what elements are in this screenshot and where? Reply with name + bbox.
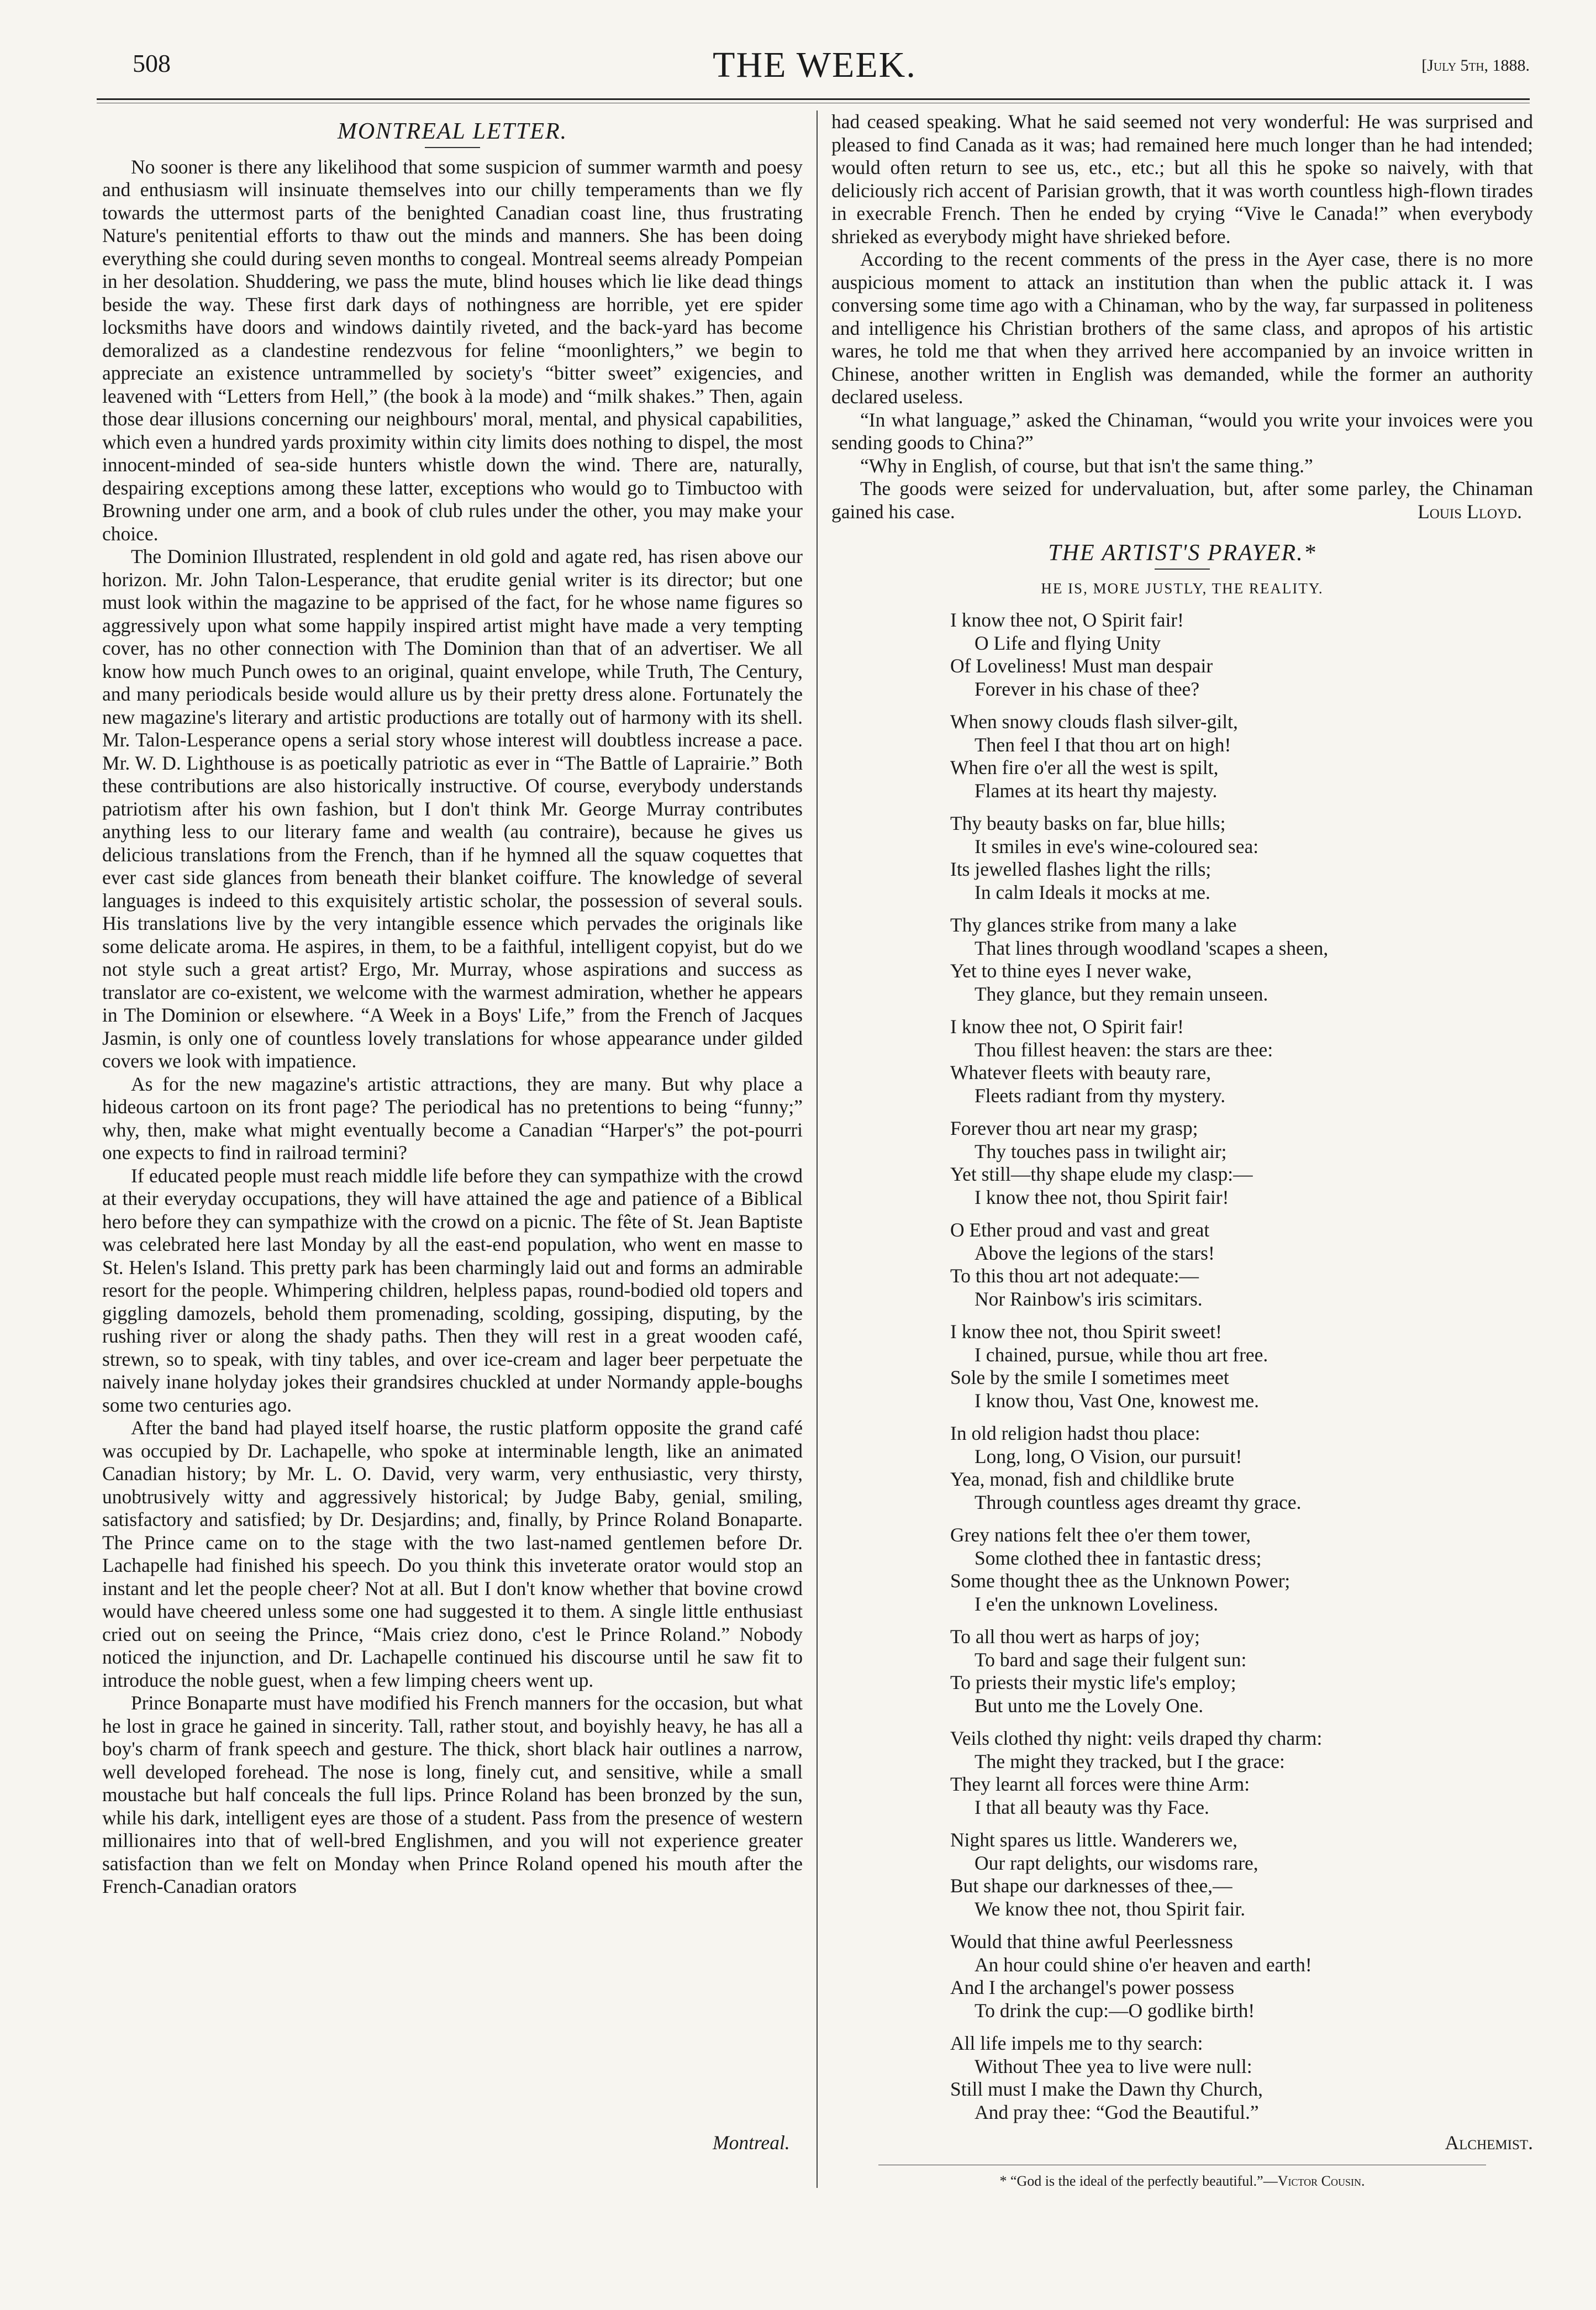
poem-line: Yet still—thy shape elude my clasp:— (950, 1163, 1253, 1185)
poem-line: In calm Ideals it mocks at me. (975, 881, 1210, 903)
article-paragraph: The Dominion Illustrated, resplendent in old gold and agate red, has risen above our horizon. Mr. John Talon-Lesperance, that erudite genial writer is its director; but one must look within the magazine to be apprised of the fact, for he whose name figures so aggressively upon what some happily inspired artist might have made a very tempting cover, has no other connection with The Dominion than that of an advertiser. We all know how much Punch owes to an original, quaint envelope, while Truth, The Century, and many periodicals beside would allure us by their pretty dress alone. Fortunately the new magazine's literary and artistic productions are totally out of harmony with its shell. Mr. Talon-Lesperance opens a serial story whose interest will doubtless increase a pace. Mr. W. D. Lighthouse is as poetically patriotic as ever in “The Battle of Laprairie.” Both these contributions are also historically instructive. Of course, everybody understands patriotism after his own fashion, but I don't think Mr. George Murray contributes anything less to our literary fame and wealth (au contraire), because he gives us delicious translations from the French, than if he hymned all the squaw coquettes that ever cast side glances from beneath their blanket coiffure. The knowledge of several languages is indeed to this exquisitely artistic scholar, the possession of several souls. His translations live by the very intangible essence which pervades the originals like some delicate aroma. He aspires, in them, to be a faithful, intelligent copyist, but do we not style such a great artist? Ergo, Mr. Murray, whose aspirations and success as translator are co-existent, we welcome with the warmest admiration, whether he appears in The Dominion or elsewhere. “A Week in a Boys' Life,” from the French of Jacques Jasmin, is only one of countless lovely translations for whose appearance under gilded covers we look with impatience. (102, 545, 803, 1072)
poem-line: Yet to thine eyes I never wake, (950, 960, 1192, 982)
poem-line: Thou fillest heaven: the stars are thee: (975, 1038, 1273, 1061)
montreal-letter-title: MONTREAL LETTER. (337, 119, 568, 144)
poem-line: O Ether proud and vast and great (950, 1219, 1210, 1241)
column-divider (817, 110, 818, 2188)
poem-line: We know thee not, thou Spirit fair. (975, 1897, 1246, 1920)
poem-line: O Life and flying Unity (975, 632, 1161, 654)
poem-line: Grey nations felt thee o'er them tower, (950, 1524, 1251, 1546)
poem-line: And pray thee: “God the Beautiful.” (975, 2101, 1259, 2123)
poem-line: I e'en the unknown Loveliness. (975, 1592, 1219, 1615)
article-paragraph (831, 477, 1533, 523)
poem-line: Then feel I that thou art on high! (975, 733, 1231, 756)
poem-stanza (950, 2032, 1533, 2124)
poem-line: All life impels me to thy search: (950, 2032, 1203, 2054)
poem-stanza (950, 711, 1533, 802)
left-column (102, 110, 803, 1898)
article-paragraph: No sooner is there any likelihood that some suspicion of summer warmth and poesy and enthusiasm will insinuate themselves into our chilly temperaments than we fly towards the uttermost parts of the benighted Canadian coast line, thus frustrating Nature's penitential efforts to thaw out the minds and manners. She has been doing everything she could during seven months to congeal. Montreal seems already Pompeian in her desolation. Shuddering, we pass the mute, blind houses which lie like dead things beside the way. These first dark days of nothingness are horrible, yet ere spider locksmiths have doors and windows daintily riveted, and the back-yard has become demoralized as a clandestine rendezvous for feline “moonlighters,” we begin to appreciate an existence untrammelled by society's “bitter sweet” exigencies, and leavened with “Letters from Hell,” (the book à la mode) and “milk shakes.” Then, again those dear illusions concerning our neighbours' moral, mental, and physical capabilities, which even a hundred yards proximity within city limits does nothing to dispel, the most innocent-minded of sea-side hunters whistle down the wind. There are, naturally, despairing exceptions among these latter, exceptions who would go to Timbuctoo with Browning under one arm, and a book of club rules under the other, you may make your choice. (102, 155, 803, 545)
right-column (713, 110, 1533, 2193)
poem-stanza (950, 609, 1533, 701)
poem-line: Without Thee yea to live were null: (975, 2055, 1252, 2077)
poem-line: An hour could shine o'er heaven and earth! (975, 1953, 1312, 1976)
poem-line: And I the archangel's power possess (950, 1976, 1235, 1998)
poem-stanza (950, 1320, 1533, 1412)
poem-line: But unto me the Lovely One. (975, 1694, 1204, 1717)
footnote (831, 2170, 1533, 2193)
poem-line: Of Loveliness! Must man despair (950, 655, 1213, 677)
poem-line: Through countless ages dreamt thy grace. (975, 1491, 1302, 1513)
poem-author: Alchemist. (1445, 2132, 1533, 2154)
poem-line: Night spares us little. Wanderers we, (950, 1829, 1237, 1851)
poem-place: Montreal. (713, 2132, 790, 2154)
poem-line: Forever thou art near my grasp; (950, 1117, 1198, 1139)
poem-line: Whatever fleets with beauty rare, (950, 1061, 1212, 1083)
poem-line: Fleets radiant from thy mystery. (975, 1084, 1226, 1107)
poem-line: I know thee not, O Spirit fair! (950, 609, 1184, 631)
issue-date: [July 5th, 1888. (1421, 56, 1530, 75)
article-paragraph: had ceased speaking. What he said seemed not very wonderful: He was surprised and pleased to find Canada as it was; had remained here much longer than he had intended; would often return to see us, etc., etc.; but all this he spoke so naively, with that deliciously rich accent of Parisian growth, that it was worth countless high-flown tirades in execrable French. Then he ended by crying “Vive le Canada!” when everybody shrieked as everybody might have shrieked before. (831, 110, 1533, 248)
poem-line: Sole by the smile I sometimes meet (950, 1366, 1229, 1388)
poem-line: Our rapt delights, our wisdoms rare, (975, 1851, 1258, 1874)
footnote-text: * “God is the ideal of the perfectly beautiful.”— (999, 2173, 1278, 2189)
poem-stanza (950, 1930, 1533, 2022)
article-paragraph: As for the new magazine's artistic attractions, they are many. But why place a hideous cartoon on its front page? The periodical has no pretentions to being “funny;” why, then, make what might eventually become a Canadian “Harper's” the pot-pourri one expects to find in railroad termini? (102, 1072, 803, 1164)
poem-footer (713, 2132, 1533, 2159)
poem-stanza (950, 1422, 1533, 1514)
poem-line: I know thee not, O Spirit fair! (950, 1015, 1184, 1038)
poem-body (950, 609, 1533, 2124)
poem-stanza (950, 1524, 1533, 1616)
poem-stanza (950, 1727, 1533, 1819)
poem-line: Long, long, O Vision, our pursuit! (975, 1445, 1242, 1467)
poem-line: Nor Rainbow's iris scimitars. (975, 1287, 1203, 1310)
poem-line: Yea, monad, fish and childlike brute (950, 1468, 1235, 1490)
poem-line: Would that thine awful Peerlessness (950, 1930, 1233, 1953)
poem-stanza (950, 1625, 1533, 1717)
article-paragraph: After the band had played itself hoarse, the rustic platform opposite the grand café was occupied by Dr. Lachapelle, who spoke at interminable length, like an animated Canadian history; by Mr. L. O. David, very warm, very enthusiastic, very thirsty, unobtrusively witty and aggressively historical; by Judge Baby, genial, smiling, satisfactory and satisfied; by Dr. Desjardins; and, finally, by Prince Roland Bonaparte. The Prince came on to the stage with the two last-named gentlemen before Dr. Lachapelle had finished his speech. Do you think this inveterate orator would stop an instant and let the people cheer? Not at all. But I don't know whether that bovine crowd would have cheered unless some one had suggested it to them. A single little enthusiast cried out on seeing the Prince, “Mais criez dono, c'est le Prince Roland.” Nobody noticed the injunction, and Dr. Lachapelle continued his discourse until he saw fit to introduce the noble guest, when a few limping cheers went up. (102, 1417, 803, 1691)
poem-stanza (950, 812, 1533, 904)
poem-line: I know thee not, thou Spirit fair! (975, 1186, 1229, 1208)
poem-line: I that all beauty was thy Face. (975, 1796, 1209, 1818)
article-signature: Louis Lloyd. (1418, 500, 1522, 523)
poem-line: To priests their mystic life's employ; (950, 1671, 1236, 1693)
poem-line: Veils clothed thy night: veils draped thy charm: (950, 1727, 1323, 1749)
poem-line: When fire o'er all the west is spilt, (950, 756, 1219, 778)
poem-line: They glance, but they remain unseen. (975, 982, 1268, 1005)
paragraph-text: The goods were seized for undervaluation, but, after some parley, the Chinaman gained his case. (831, 477, 1533, 523)
poem-line: The might they tracked, but I the grace: (975, 1750, 1285, 1772)
article-paragraph: According to the recent comments of the press in the Ayer case, there is no more auspicious moment to attack an institution than when the public attack it. I was conversing some time ago with a Chinaman, who by the way, far surpassed in politeness and intelligence his Christian brothers of the same class, and apropos of his artistic wares, he told me that when they arrived here accompanied by an invoice written in Chinese, another written in English was demanded, while the former an authority declared useless. (831, 248, 1533, 408)
poem-line: I know thee not, thou Spirit sweet! (950, 1320, 1222, 1343)
masthead: THE WEEK. (713, 45, 916, 85)
poem-line: In old religion hadst thou place: (950, 1422, 1200, 1444)
poem-title-rule (1155, 569, 1210, 570)
article-paragraph: If educated people must reach middle life before they can sympathize with the crowd at their everyday occupations, they will have attained the age and patience of a Biblical hero before they can sympathize with the crowd on a picnic. The fête of St. Jean Baptiste was celebrated here last Monday by all the east-end population, who went en masse to St. Helen's Island. This pretty park has been charmingly laid out and forms an admirable resort for the people. Whimpering children, helpless papas, round-bodied old topers and giggling damozels, behold them promenading, scolding, gossiping, disputing, by the rushing river or along the shady paths. Then they will rest in a great wooden café, strewn, so to speak, with tiny tables, and over ice-cream and lager beer perpetuate the naively inane holyday jokes their grandsires chuckled at under Normandy apple-boughs some two centuries ago. (102, 1164, 803, 1416)
poem-line: To drink the cup:—O godlike birth! (975, 1999, 1255, 2022)
poem-line: To bard and sage their fulgent sun: (975, 1648, 1247, 1671)
header-rule (97, 98, 1530, 100)
poem-line: That lines through woodland 'scapes a sheen, (975, 936, 1329, 959)
page-header (99, 45, 1530, 104)
poem-line: Still must I make the Dawn thy Church, (950, 2078, 1263, 2100)
poem-line: When snowy clouds flash silver-gilt, (950, 711, 1238, 733)
poem-stanza (950, 1219, 1533, 1311)
poem-line: To this thou art not adequate:— (950, 1265, 1199, 1287)
poem-line: To all thou wert as harps of joy; (950, 1625, 1200, 1648)
page-number: 508 (133, 49, 171, 77)
title-rule (425, 147, 480, 148)
article-paragraph: Prince Bonaparte must have modified his French manners for the occasion, but what he lost in grace he gained in sincerity. Tall, rather stout, and boyishly heavy, he has all a boy's charm of frank speech and gesture. The thick, short black hair outlines a narrow, well developed forehead. The nose is long, finely cut, and sensitive, while a small moustache but half conceals the full lips. Prince Roland has been bronzed by the sun, while his dark, intelligent eyes are those of a student. Pass from the presence of western millionaires into that of well-bred Englishmen, and you will not experience greater satisfaction than we felt on Monday when Prince Roland opened his mouth after the French-Canadian orators (102, 1692, 803, 1897)
poem-line: Thy glances strike from many a lake (950, 914, 1237, 936)
poem-line: But shape our darknesses of thee,— (950, 1875, 1232, 1897)
poem-line: Above the legions of the stars! (975, 1241, 1215, 1264)
poem-line: They learnt all forces were thine Arm: (950, 1773, 1250, 1795)
poem-line: It smiles in eve's wine-coloured sea: (975, 835, 1259, 857)
poem-subtitle: HE IS, MORE JUSTLY, THE REALITY. (1041, 580, 1324, 597)
poem-line: Some thought thee as the Unknown Power; (950, 1570, 1291, 1592)
poem-line: Its jewelled flashes light the rills; (950, 858, 1212, 880)
footnote-author: Victor Cousin. (1277, 2173, 1365, 2189)
poem-stanza (950, 1015, 1533, 1107)
poem-title: THE ARTIST'S PRAYER.* (1048, 540, 1316, 566)
poem-line: Forever in his chase of thee? (975, 677, 1200, 700)
article-paragraph: “In what language,” asked the Chinaman, “would you write your invoices were you sending goods to China?” (831, 408, 1533, 454)
article-paragraph: “Why in English, of course, but that isn't the same thing.” (860, 454, 1313, 477)
poem-stanza (950, 914, 1533, 1006)
poem-line: Some clothed thee in fantastic dress; (975, 1546, 1262, 1569)
poem-line: Flames at its heart thy majesty. (975, 779, 1218, 802)
poem-line: I chained, pursue, while thou art free. (975, 1343, 1268, 1366)
poem-line: Thy beauty basks on far, blue hills; (950, 812, 1226, 834)
poem-line: Thy touches pass in twilight air; (975, 1140, 1227, 1162)
poem-stanza (950, 1829, 1533, 1920)
poem-stanza (950, 1117, 1533, 1209)
poem-line: I know thou, Vast One, knowest me. (975, 1389, 1260, 1412)
